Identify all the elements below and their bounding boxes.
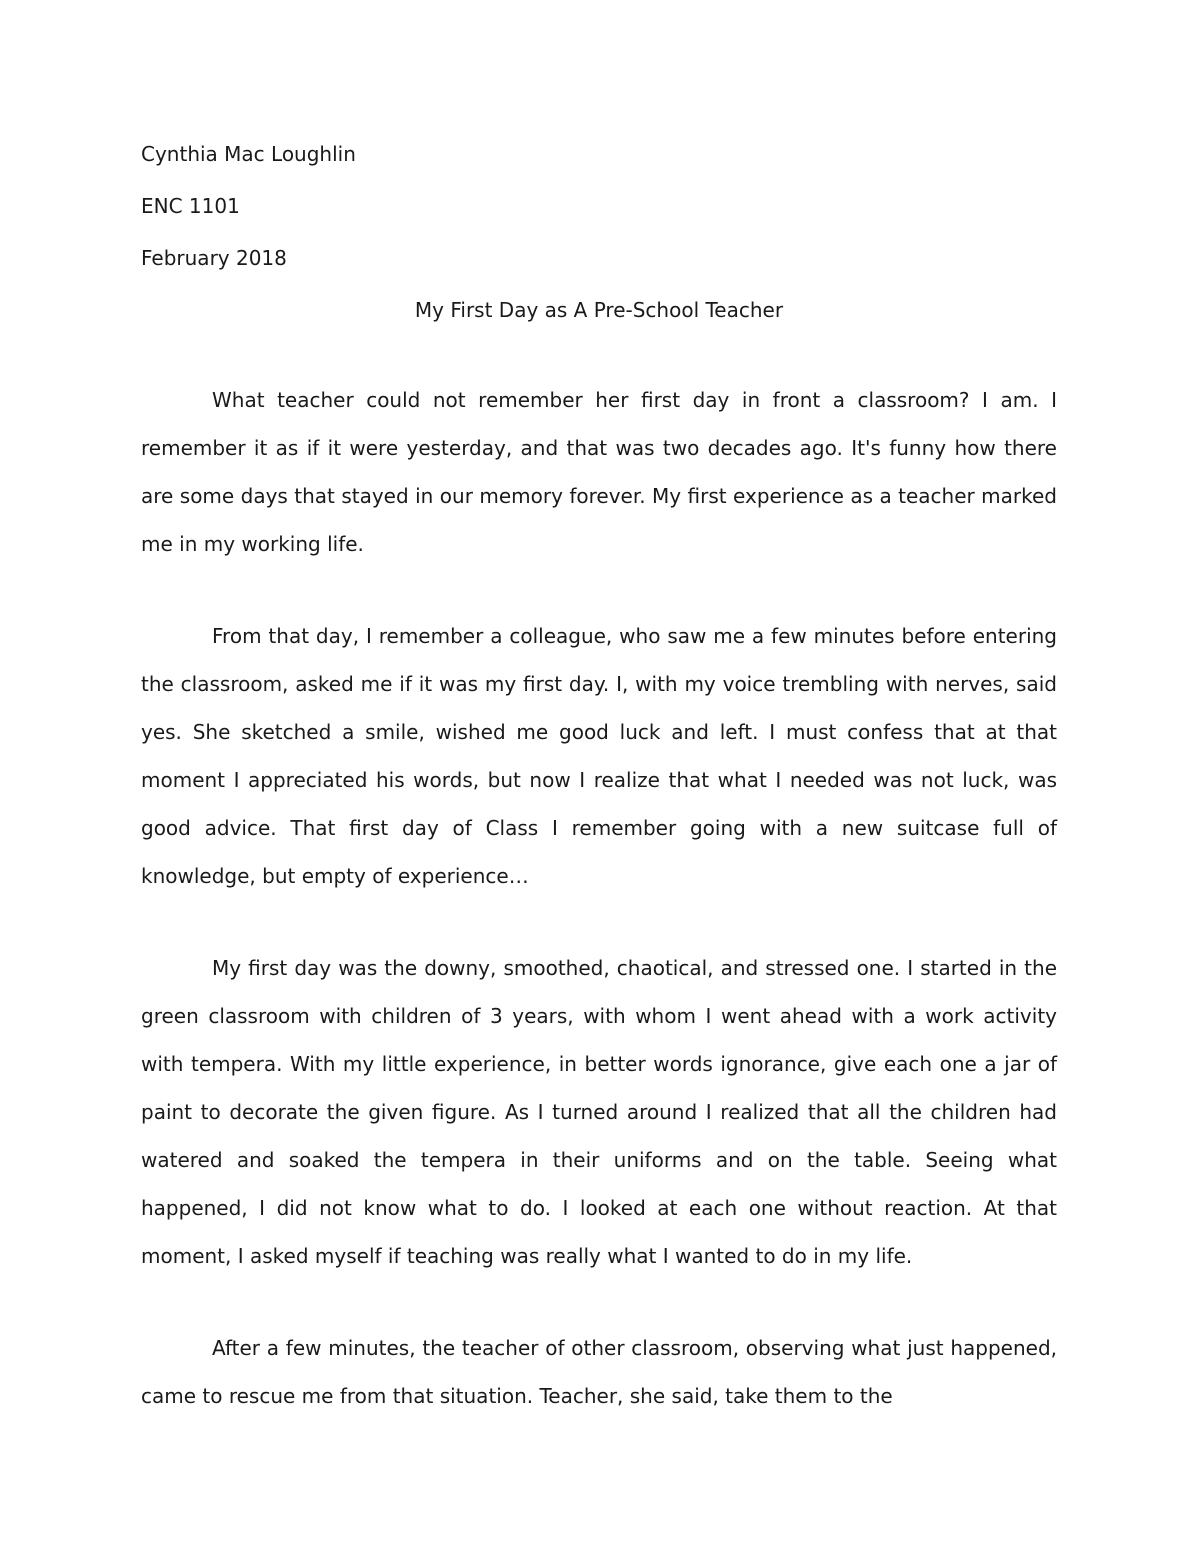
author-name: Cynthia Mac Loughlin — [141, 142, 356, 166]
paragraph-4: After a few minutes, the teacher of other classroom, observing what just happened, came to rescue me from that situation. Teacher, she said, take them to the — [141, 1336, 1057, 1408]
paragraph-1: What teacher could not remember her first day in front a classroom? I am. I remember it as if it were yesterday, and that was two decades ago. It's funny how there are some days that stayed in our memory forever. My first experience as a teacher marked me in my working life. — [141, 388, 1057, 556]
paragraph-3: My first day was the downy, smoothed, chaotical, and stressed one. I started in the green classroom with children of 3 years, with whom I went ahead with a work activity with tempera. With my little experience, in better words ignorance, give each one a jar of paint to decorate the given figure. As I turned around I realized that all the children had watered and soaked the tempera in their uniforms and on the table. Seeing what happened, I did not know what to do. I looked at each one without reaction. At that moment, I asked myself if teaching was really what I wanted to do in my life. — [141, 956, 1057, 1268]
essay-date: February 2018 — [141, 246, 287, 270]
essay-title: My First Day as A Pre-School Teacher — [414, 298, 784, 322]
essay-body — [141, 136, 1057, 1420]
course-code: ENC 1101 — [141, 194, 240, 218]
paragraph-2: From that day, I remember a colleague, who saw me a few minutes before entering the classroom, asked me if it was my first day. I, with my voice trembling with nerves, said yes. She sketched a smile, wished me good luck and left. I must confess that at that moment I appreciated his words, but now I realize that what I needed was not luck, was good advice. That first day of Class I remember going with a new suitcase full of knowledge, but empty of experience… — [141, 624, 1057, 888]
